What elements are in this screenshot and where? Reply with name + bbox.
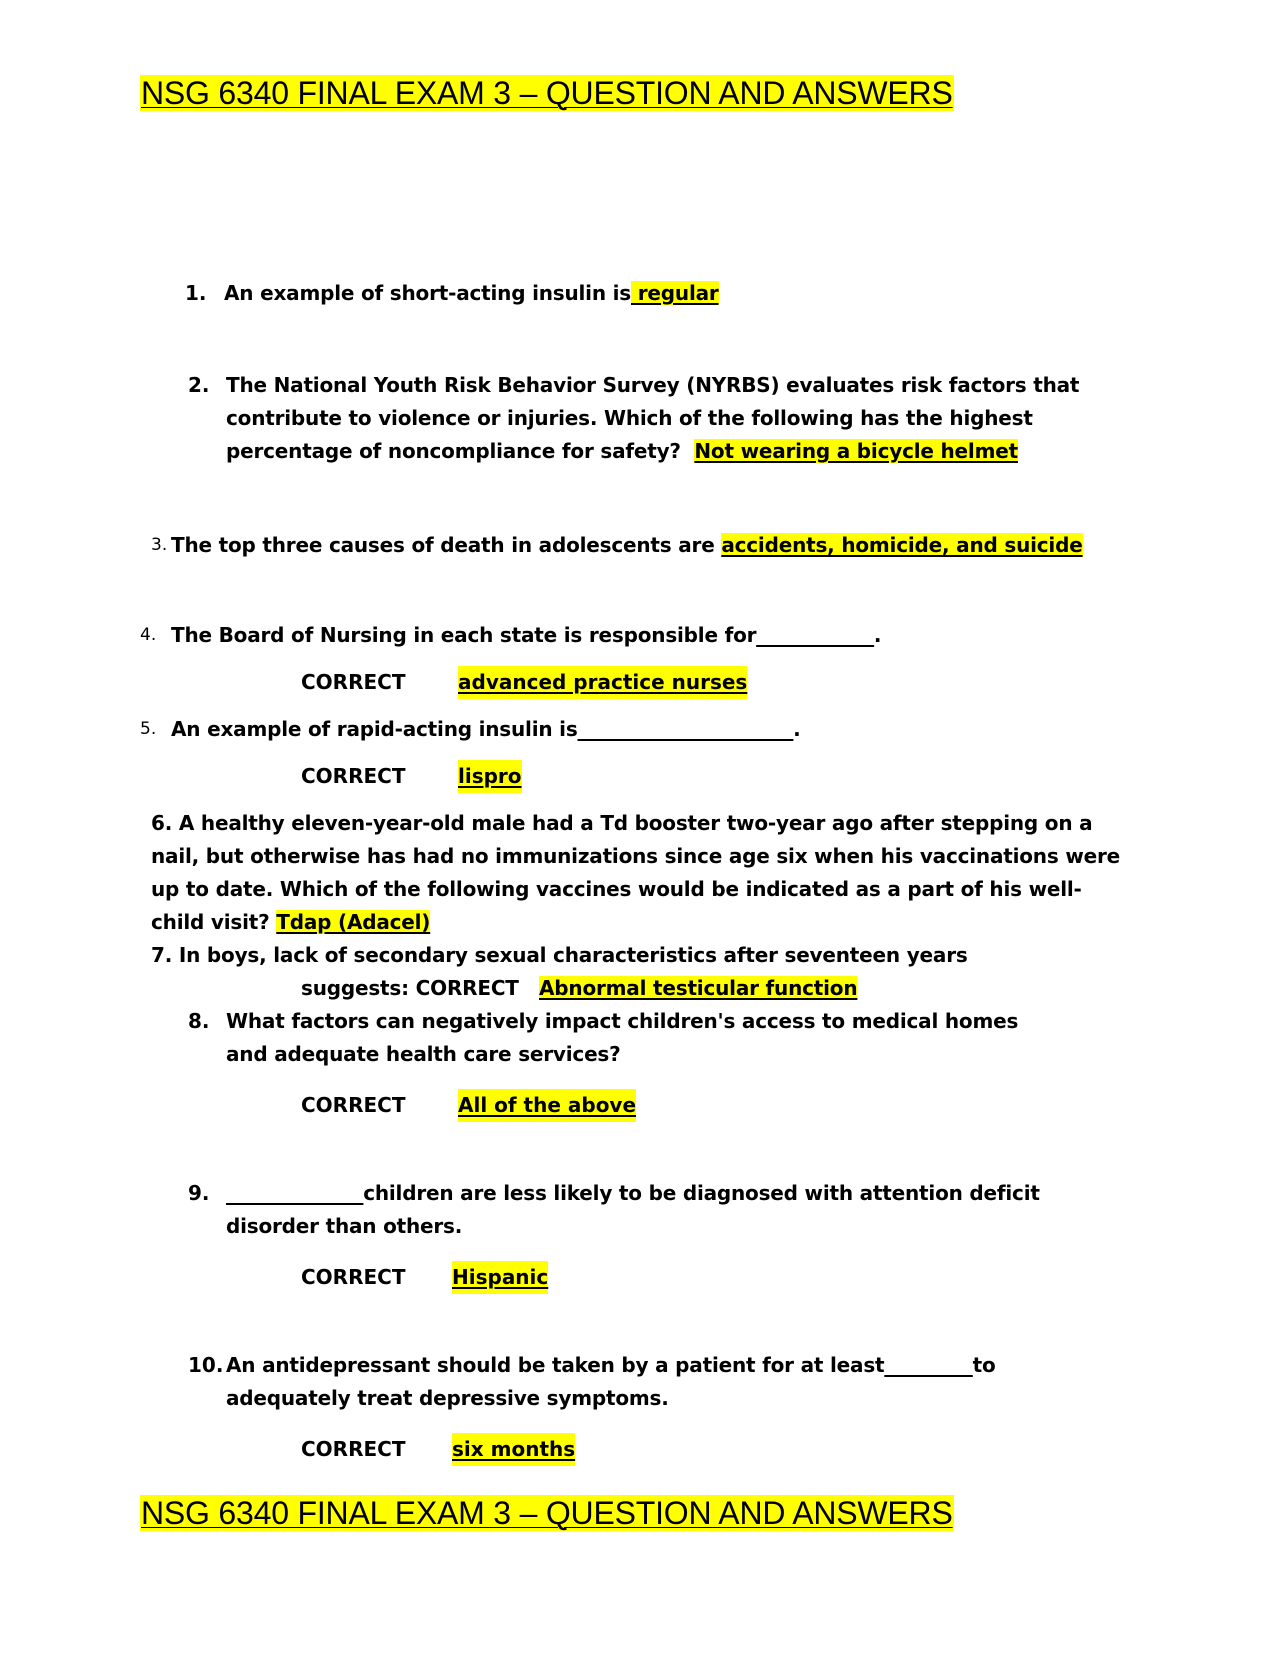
answer-6: Tdap (Adacel) <box>276 910 431 934</box>
question-9: ______________children are less likely to be diagnosed with attention deficit disorder than others. <box>226 1181 1040 1238</box>
blank-5: ______________________ <box>577 717 794 741</box>
question-1: An example of short-acting insulin is regular <box>224 281 719 305</box>
question-10-number: 10. <box>188 1353 224 1377</box>
question-6: 6. A healthy eleven-year-old male had a Td booster two-year ago after stepping on a nail, but otherwise has had no immunizations since age six when his vaccinations were up to date. Which of the following vaccines would be indicated as a part of his well-child visit? Tdap (Adacel) <box>151 811 1120 934</box>
question-8-number: 8. <box>188 1009 210 1033</box>
correct-label: CORRECT <box>301 670 406 694</box>
question-1-number: 1. <box>185 281 207 305</box>
question-10: An antidepressant should be taken by a patient for at least_________to adequately treat depressive symptoms. <box>226 1353 996 1410</box>
answer-2: Not wearing a bicycle helmet <box>694 439 1018 463</box>
correct-row-9 <box>301 1261 901 1294</box>
blank-10: _________ <box>884 1353 973 1377</box>
correct-label: CORRECT <box>301 764 406 788</box>
answer-9: Hispanic <box>452 1261 548 1294</box>
correct-row-8 <box>301 1089 901 1122</box>
question-5-number: 5. <box>140 719 157 739</box>
correct-label: CORRECT <box>301 1265 406 1289</box>
blank-4: ____________ <box>756 623 874 647</box>
question-2: The National Youth Risk Behavior Survey (NYRBS) evaluates risk factors that contribute to violence or injuries. Which of the following has the highest percentage of noncompliance for safety? Not wearing a bicycle helmet <box>226 373 1080 463</box>
correct-label: CORRECT <box>301 1093 406 1117</box>
question-8: What factors can negatively impact children's access to medical homes and adequate health care services? <box>226 1009 1019 1066</box>
answer-4: advanced practice nurses <box>458 666 747 699</box>
question-3: The top three causes of death in adolescents are accidents, homicide, and suicide <box>171 533 1083 557</box>
question-5: An example of rapid-acting insulin is______________________. <box>171 717 801 741</box>
correct-row-4 <box>301 666 901 699</box>
blank-9: ______________ <box>226 1181 364 1205</box>
question-2-number: 2. <box>188 373 210 397</box>
question-7: 7. In boys, lack of secondary sexual characteristics after seventeen years <box>151 943 968 967</box>
question-7-answer-line: suggests: CORRECT Abnormal testicular function <box>301 976 858 1000</box>
correct-label: CORRECT <box>301 1437 406 1461</box>
question-4-number: 4. <box>140 625 157 645</box>
question-9-number: 9. <box>188 1181 210 1205</box>
answer-5: lispro <box>458 760 522 793</box>
correct-row-5 <box>301 760 901 793</box>
answer-3: accidents, homicide, and suicide <box>721 533 1083 557</box>
answer-8: All of the above <box>458 1089 636 1122</box>
correct-row-10 <box>301 1433 901 1466</box>
answer-10: six months <box>452 1433 575 1466</box>
answer-7: Abnormal testicular function <box>539 976 858 1000</box>
answer-1: regular <box>631 281 719 305</box>
question-3-number: 3. <box>151 535 168 555</box>
document-title: NSG 6340 FINAL EXAM 3 – QUESTION AND ANSWERS <box>141 75 953 111</box>
footer-title: NSG 6340 FINAL EXAM 3 – QUESTION AND ANSWERS <box>141 1495 953 1531</box>
question-4: The Board of Nursing in each state is responsible for____________. <box>171 623 882 647</box>
